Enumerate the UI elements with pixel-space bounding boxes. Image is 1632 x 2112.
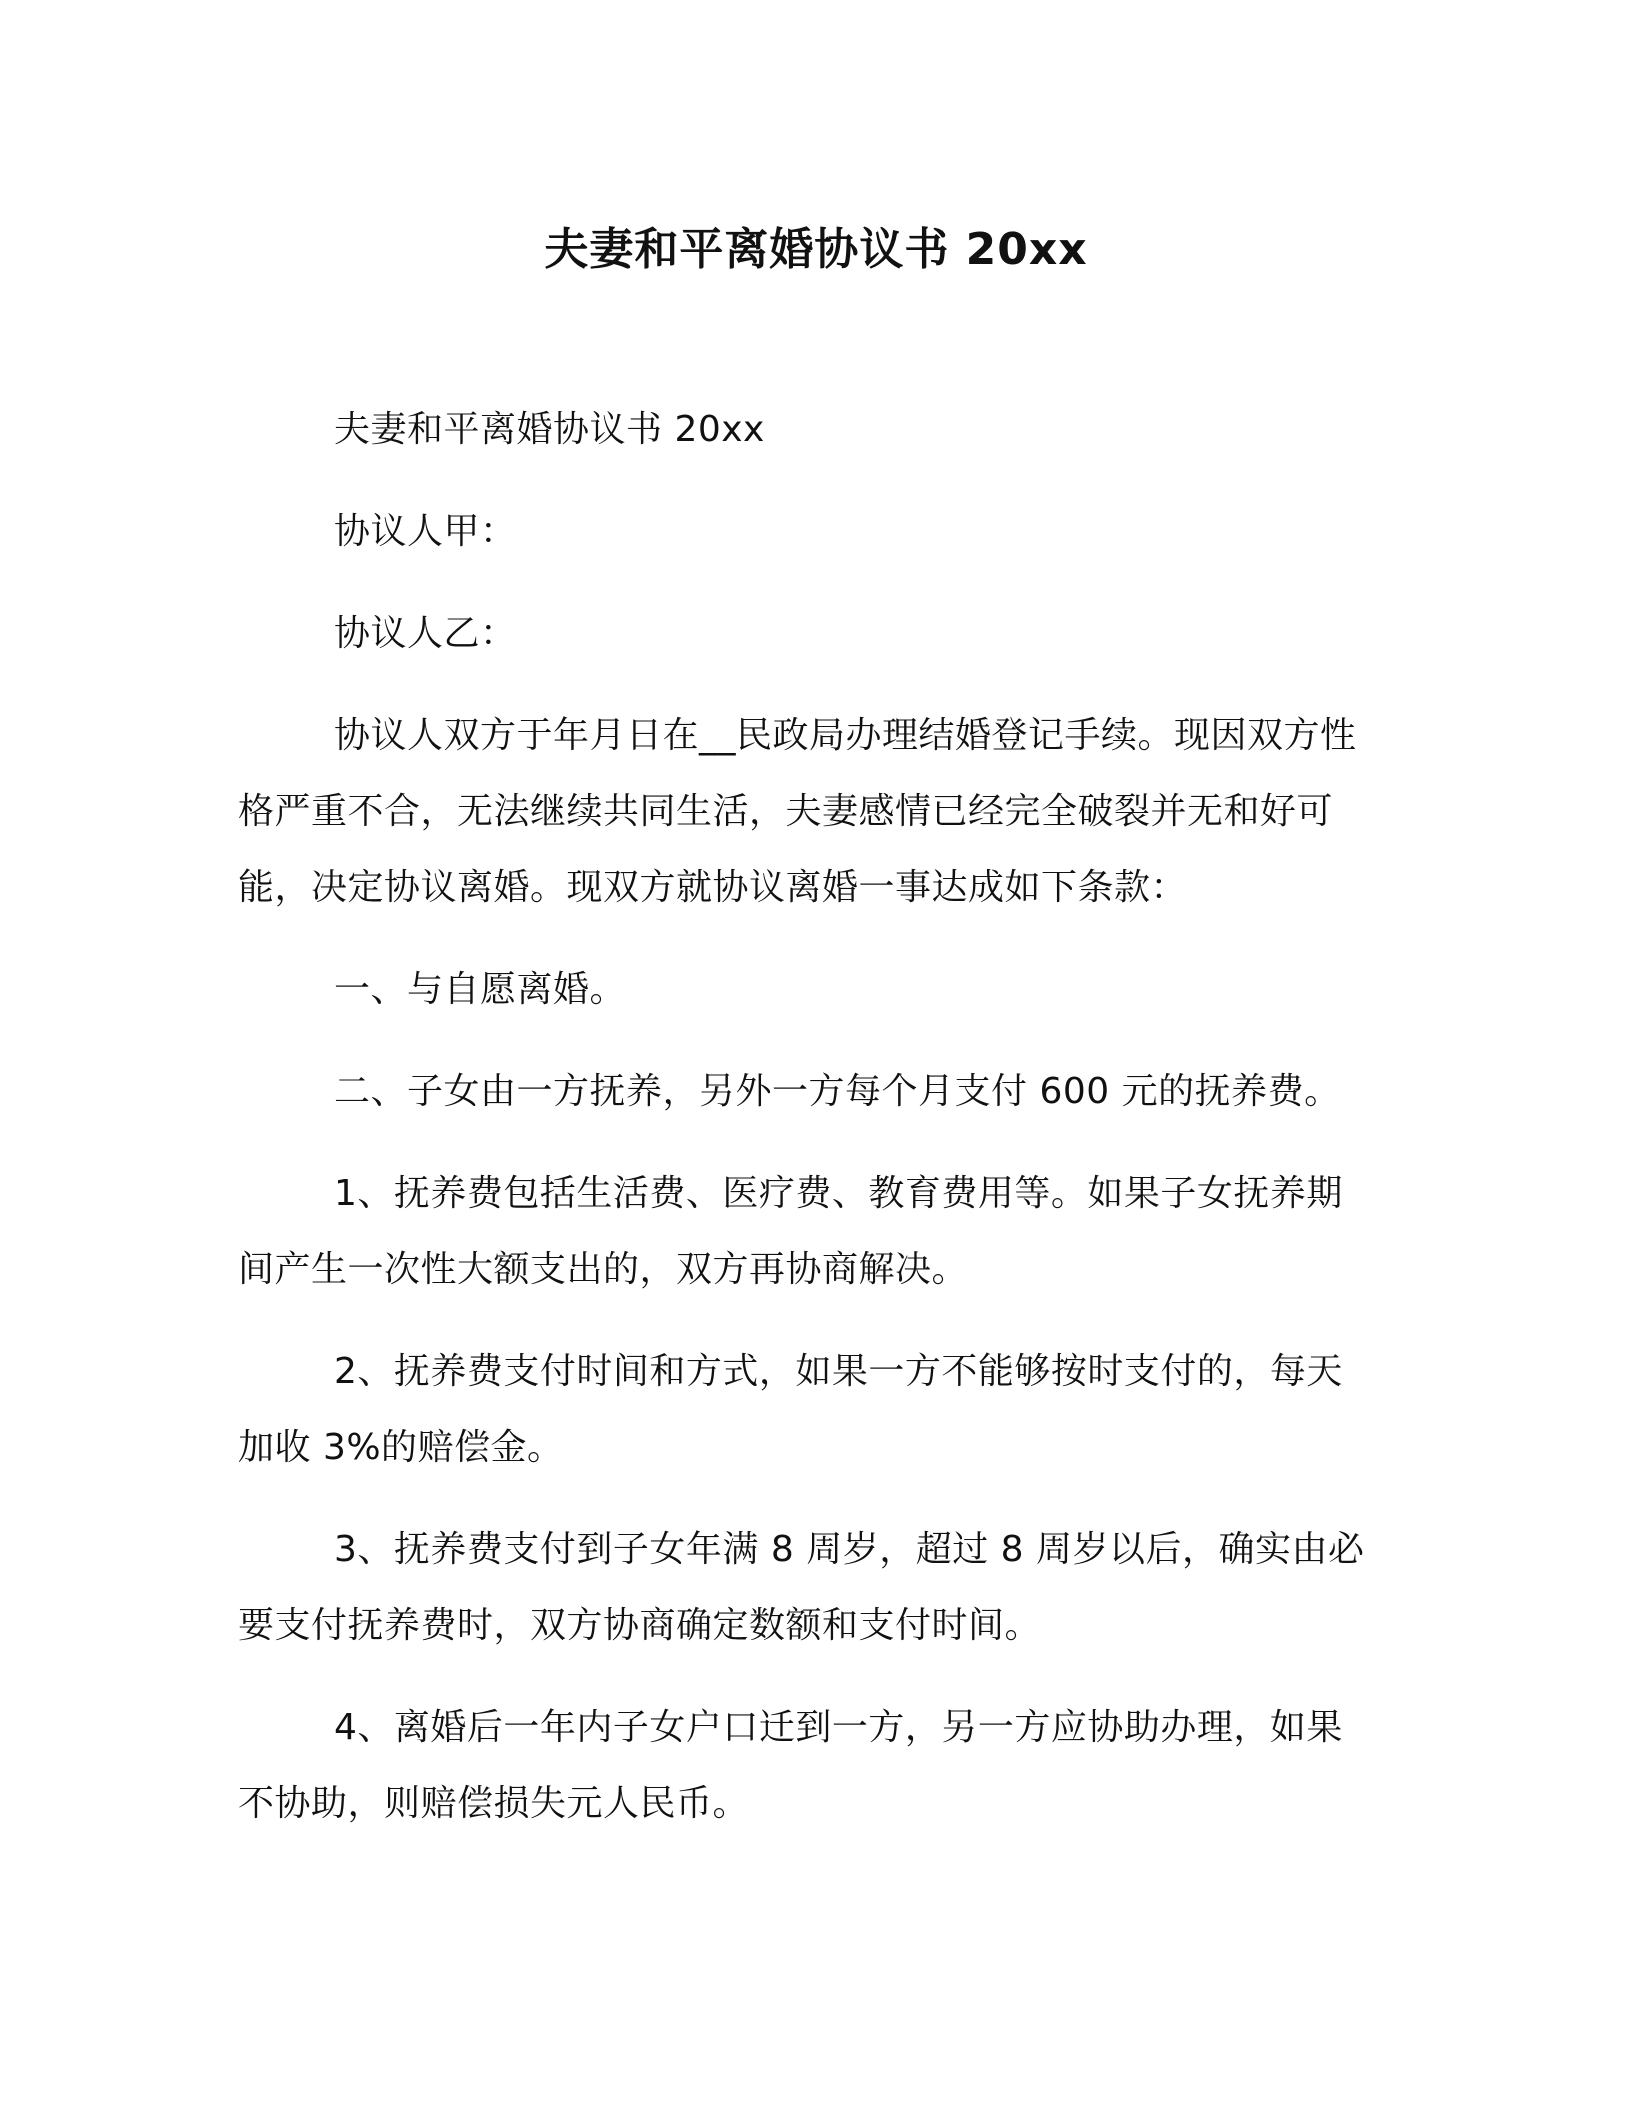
paragraph-subclause-4: 4、离婚后一年内子女户口迁到一方，另一方应协助办理，如果不协助，则赔偿损失元人民币。 [238,1707,1343,1824]
document-body [238,392,1378,1868]
paragraph-party-b: 协议人乙： [334,613,517,654]
paragraph-subclause-1: 1、抚养费包括生活费、医疗费、教育费用等。如果子女抚养期间产生一次性大额支出的，双方再协商解决。 [238,1173,1343,1290]
paragraph-clause-2: 二、子女由一方抚养，另外一方每个月支付 600 元的抚养费。 [334,1071,1341,1112]
paragraph-heading: 夫妻和平离婚协议书 20xx [334,409,765,450]
document-title: 夫妻和平离婚协议书 20xx [544,224,1088,275]
paragraph-party-a: 协议人甲： [334,511,517,552]
paragraph-preamble: 协议人双方于年月日在__民政局办理结婚登记手续。现因双方性格严重不合，无法继续共同生活，夫妻感情已经完全破裂并无和好可能，决定协议离婚。现双方就协议离婚一事达成如下条款： [238,715,1357,908]
paragraph-subclause-2: 2、抚养费支付时间和方式，如果一方不能够按时支付的，每天加收 3%的赔偿金。 [238,1351,1343,1468]
paragraph-subclause-3: 3、抚养费支付到子女年满 8 周岁，超过 8 周岁以后，确实由必要支付抚养费时，双方协商确定数额和支付时间。 [238,1529,1365,1646]
paragraph-clause-1: 一、与自愿离婚。 [334,969,627,1010]
